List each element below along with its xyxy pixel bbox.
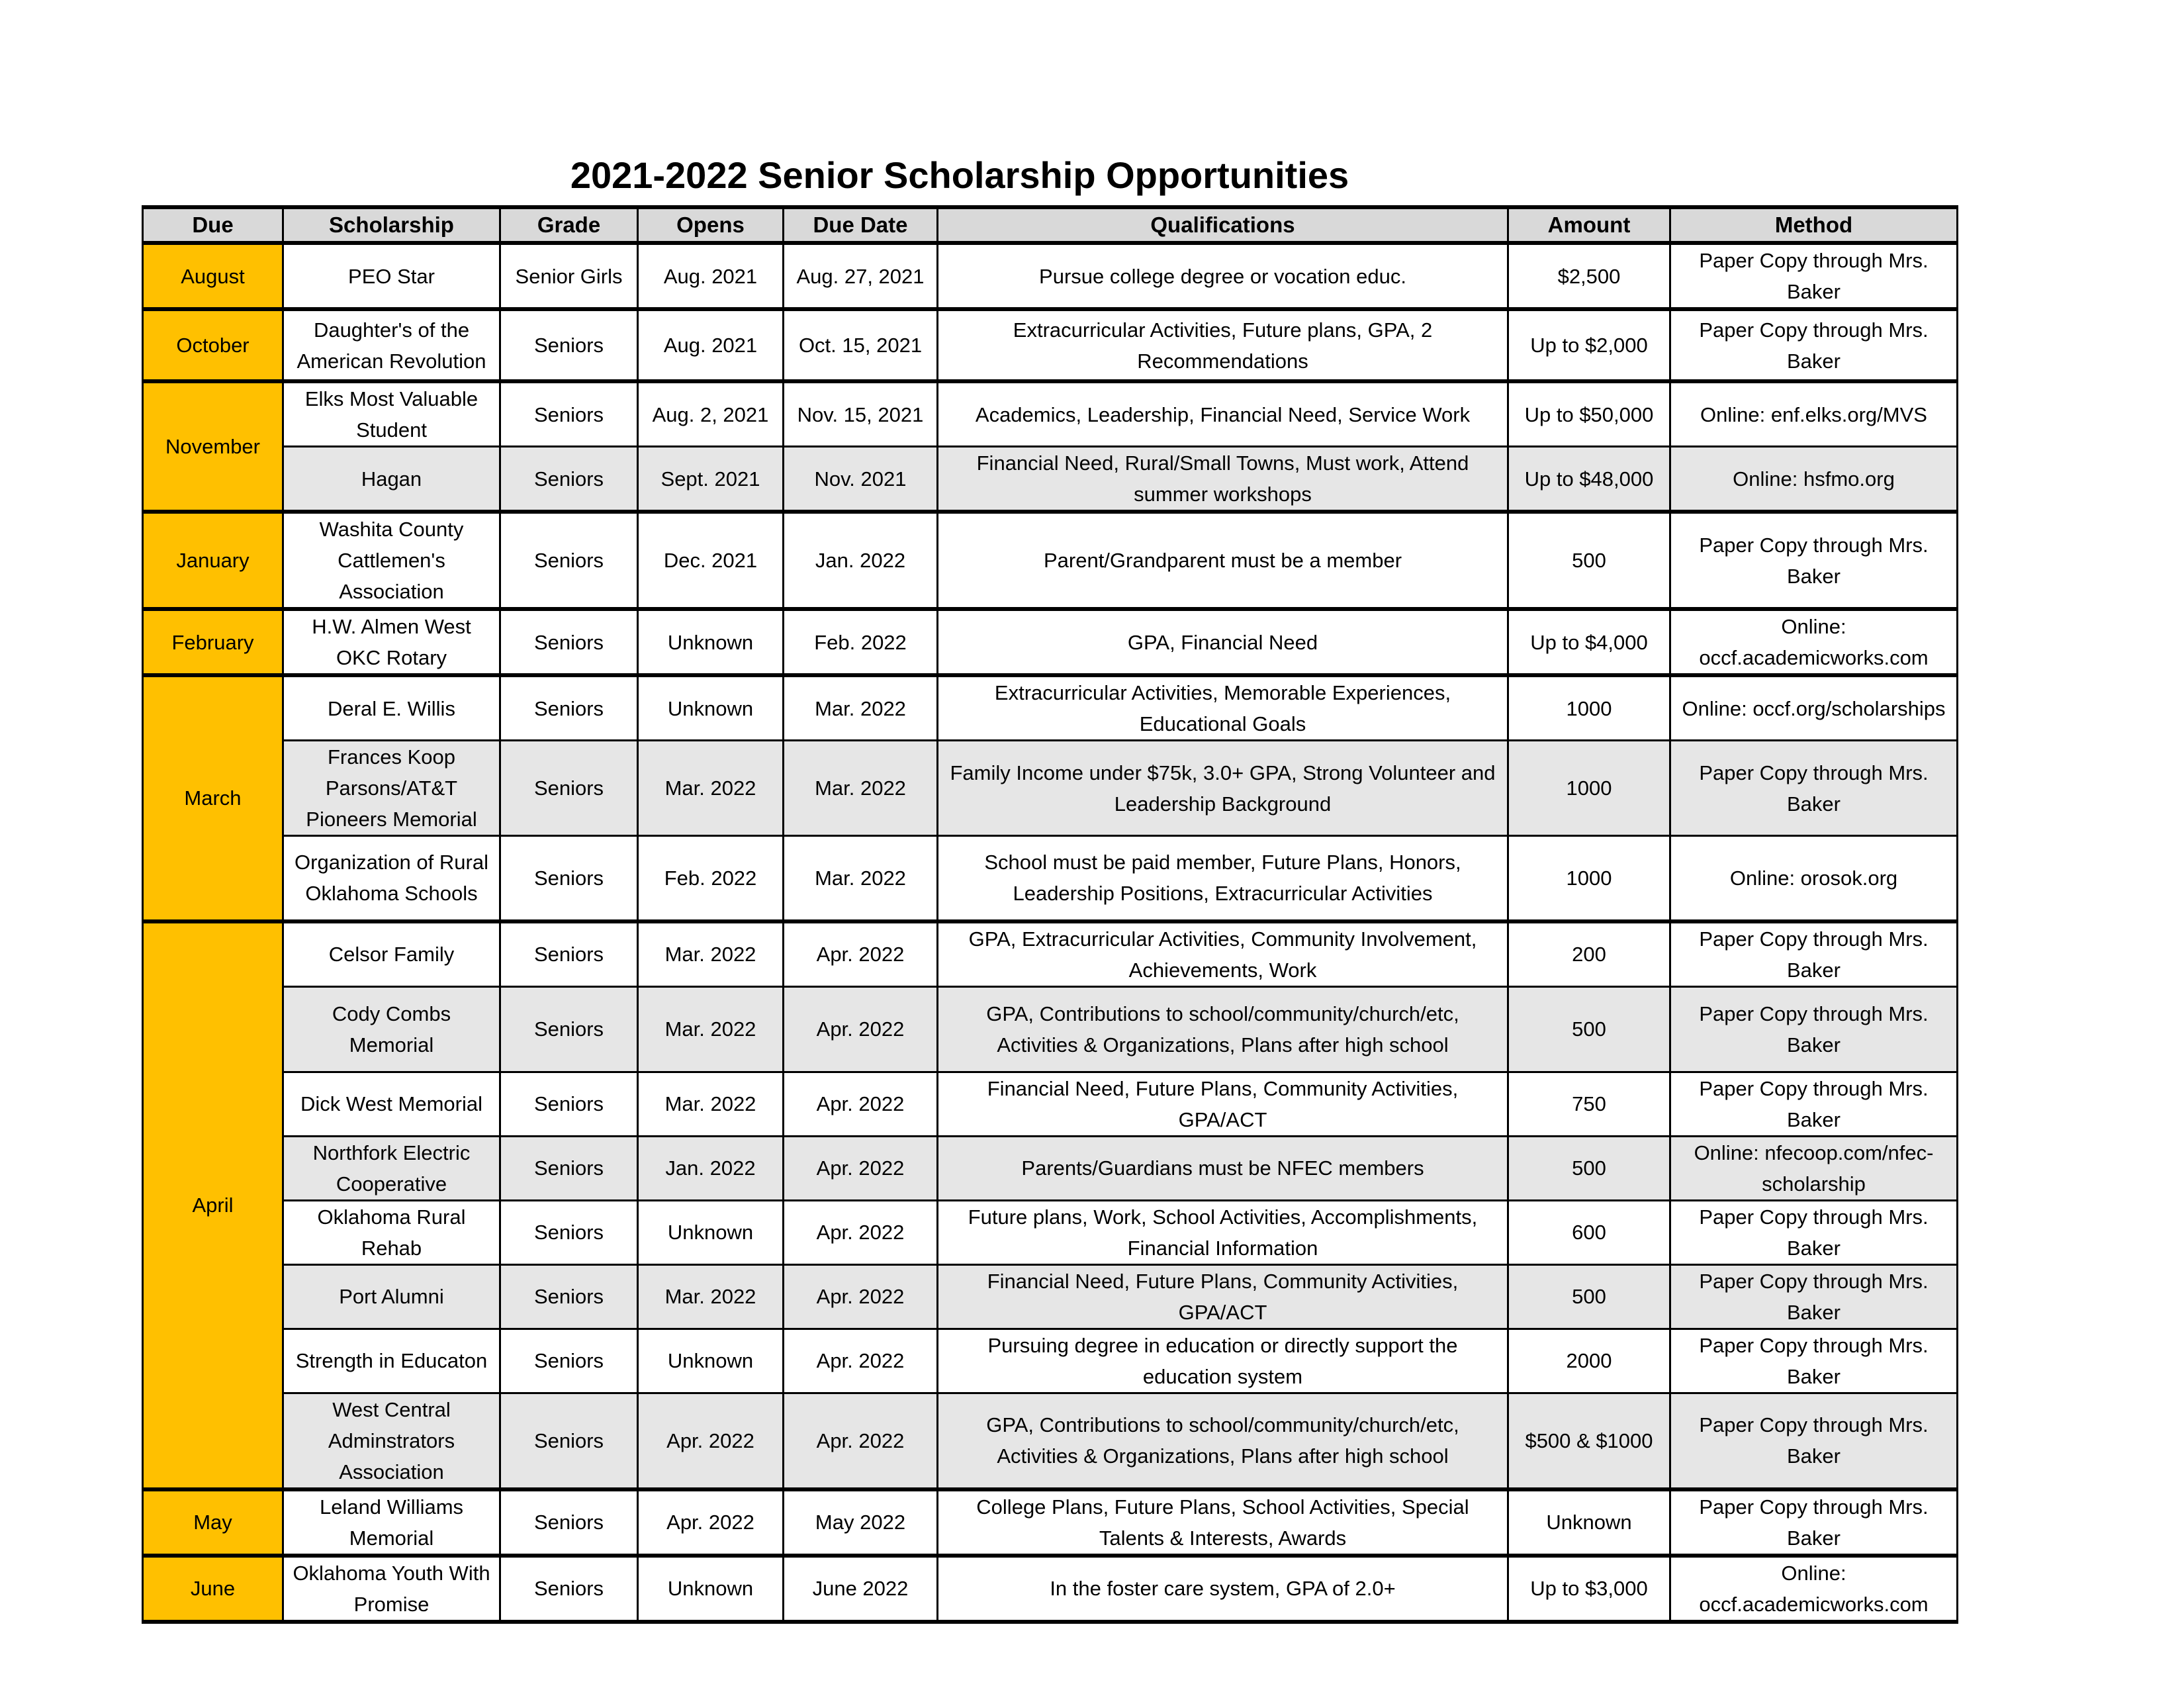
method-cell: Online: enf.elks.org/MVS (1670, 381, 1958, 447)
opens-cell: Feb. 2022 (638, 836, 784, 921)
grade-cell: Seniors (500, 1200, 638, 1264)
header-opens: Opens (638, 207, 784, 243)
method-cell: Online: hsfmo.org (1670, 447, 1958, 512)
month-cell: April (143, 921, 283, 1489)
table-row (143, 1489, 1958, 1556)
opens-cell: Apr. 2022 (638, 1489, 784, 1556)
amount-cell: Up to $48,000 (1508, 447, 1670, 512)
method-cell: Paper Copy through Mrs. Baker (1670, 986, 1958, 1072)
due-date-cell: Nov. 2021 (784, 447, 938, 512)
grade-cell: Seniors (500, 1264, 638, 1329)
method-cell: Paper Copy through Mrs. Baker (1670, 921, 1958, 987)
due-date-cell: Apr. 2022 (784, 921, 938, 987)
opens-cell: Dec. 2021 (638, 512, 784, 609)
table-row (143, 836, 1958, 921)
grade-cell: Seniors (500, 309, 638, 381)
method-cell: Paper Copy through Mrs. Baker (1670, 243, 1958, 309)
opens-cell: Aug. 2, 2021 (638, 381, 784, 447)
month-cell: March (143, 675, 283, 921)
due-date-cell: Apr. 2022 (784, 1329, 938, 1393)
method-cell: Paper Copy through Mrs. Baker (1670, 1200, 1958, 1264)
qualifications-cell: In the foster care system, GPA of 2.0+ (938, 1556, 1508, 1622)
grade-cell: Seniors (500, 1329, 638, 1393)
grade-cell: Seniors (500, 447, 638, 512)
grade-cell: Seniors (500, 921, 638, 987)
month-cell: January (143, 512, 283, 609)
scholarship-cell: Elks Most Valuable Student (283, 381, 500, 447)
method-cell: Paper Copy through Mrs. Baker (1670, 512, 1958, 609)
opens-cell: Apr. 2022 (638, 1393, 784, 1489)
month-cell: June (143, 1556, 283, 1622)
due-date-cell: Apr. 2022 (784, 1072, 938, 1136)
method-cell: Online: occf.academicworks.com (1670, 609, 1958, 675)
scholarship-cell: Dick West Memorial (283, 1072, 500, 1136)
opens-cell: Aug. 2021 (638, 309, 784, 381)
grade-cell: Seniors (500, 675, 638, 741)
due-date-cell: Mar. 2022 (784, 836, 938, 921)
scholarship-cell: Port Alumni (283, 1264, 500, 1329)
table-row (143, 1393, 1958, 1489)
scholarship-cell: Hagan (283, 447, 500, 512)
table-row (143, 986, 1958, 1072)
opens-cell: Mar. 2022 (638, 1264, 784, 1329)
scholarship-cell: Organization of Rural Oklahoma Schools (283, 836, 500, 921)
qualifications-cell: GPA, Extracurricular Activities, Community Involvement, Achievements, Work (938, 921, 1508, 987)
due-date-cell: Nov. 15, 2021 (784, 381, 938, 447)
amount-cell: Up to $50,000 (1508, 381, 1670, 447)
opens-cell: Unknown (638, 1556, 784, 1622)
due-date-cell: Apr. 2022 (784, 1200, 938, 1264)
amount-cell: 1000 (1508, 836, 1670, 921)
amount-cell: Up to $4,000 (1508, 609, 1670, 675)
amount-cell: 2000 (1508, 1329, 1670, 1393)
grade-cell: Seniors (500, 1556, 638, 1622)
due-date-cell: Aug. 27, 2021 (784, 243, 938, 309)
grade-cell: Seniors (500, 1393, 638, 1489)
scholarship-cell: Northfork Electric Cooperative (283, 1136, 500, 1200)
grade-cell: Seniors (500, 986, 638, 1072)
opens-cell: Unknown (638, 1329, 784, 1393)
amount-cell: 600 (1508, 1200, 1670, 1264)
opens-cell: Unknown (638, 609, 784, 675)
opens-cell: Jan. 2022 (638, 1136, 784, 1200)
due-date-cell: Feb. 2022 (784, 609, 938, 675)
scholarship-cell: Cody Combs Memorial (283, 986, 500, 1072)
amount-cell: 500 (1508, 1264, 1670, 1329)
due-date-cell: Oct. 15, 2021 (784, 309, 938, 381)
amount-cell: 200 (1508, 921, 1670, 987)
amount-cell: Up to $3,000 (1508, 1556, 1670, 1622)
scholarship-cell: H.W. Almen West OKC Rotary (283, 609, 500, 675)
header-due-date: Due Date (784, 207, 938, 243)
month-cell: May (143, 1489, 283, 1556)
grade-cell: Seniors (500, 741, 638, 836)
scholarship-cell: PEO Star (283, 243, 500, 309)
due-date-cell: Mar. 2022 (784, 741, 938, 836)
grade-cell: Seniors (500, 1136, 638, 1200)
opens-cell: Mar. 2022 (638, 741, 784, 836)
scholarship-cell: West Central Adminstrators Association (283, 1393, 500, 1489)
header-amount: Amount (1508, 207, 1670, 243)
opens-cell: Sept. 2021 (638, 447, 784, 512)
amount-cell: Up to $2,000 (1508, 309, 1670, 381)
scholarship-cell: Daughter's of the American Revolution (283, 309, 500, 381)
qualifications-cell: GPA, Contributions to school/community/church/etc, Activities & Organizations, Plans after high school (938, 1393, 1508, 1489)
header-qualifications: Qualifications (938, 207, 1508, 243)
method-cell: Paper Copy through Mrs. Baker (1670, 309, 1958, 381)
table-row (143, 1329, 1958, 1393)
due-date-cell: Apr. 2022 (784, 1136, 938, 1200)
qualifications-cell: Financial Need, Rural/Small Towns, Must work, Attend summer workshops (938, 447, 1508, 512)
scholarship-cell: Oklahoma Rural Rehab (283, 1200, 500, 1264)
amount-cell: Unknown (1508, 1489, 1670, 1556)
table-row (143, 381, 1958, 447)
table-row (143, 741, 1958, 836)
due-date-cell: Apr. 2022 (784, 1264, 938, 1329)
table-row (143, 512, 1958, 609)
due-date-cell: June 2022 (784, 1556, 938, 1622)
month-cell: August (143, 243, 283, 309)
month-cell: October (143, 309, 283, 381)
amount-cell: 750 (1508, 1072, 1670, 1136)
qualifications-cell: Parent/Grandparent must be a member (938, 512, 1508, 609)
qualifications-cell: Academics, Leadership, Financial Need, Service Work (938, 381, 1508, 447)
grade-cell: Seniors (500, 1072, 638, 1136)
qualifications-cell: GPA, Contributions to school/community/church/etc, Activities & Organizations, Plans after high school (938, 986, 1508, 1072)
grade-cell: Seniors (500, 609, 638, 675)
scholarship-cell: Washita County Cattlemen's Association (283, 512, 500, 609)
qualifications-cell: Pursuing degree in education or directly support the education system (938, 1329, 1508, 1393)
table-row (143, 1556, 1958, 1622)
qualifications-cell: GPA, Financial Need (938, 609, 1508, 675)
table-row (143, 447, 1958, 512)
method-cell: Online: nfecoop.com/nfec-scholarship (1670, 1136, 1958, 1200)
grade-cell: Seniors (500, 512, 638, 609)
month-cell: February (143, 609, 283, 675)
header-scholarship: Scholarship (283, 207, 500, 243)
scholarship-cell: Deral E. Willis (283, 675, 500, 741)
due-date-cell: Jan. 2022 (784, 512, 938, 609)
table-row (143, 1136, 1958, 1200)
amount-cell: 1000 (1508, 675, 1670, 741)
month-cell: November (143, 381, 283, 512)
amount-cell: $2,500 (1508, 243, 1670, 309)
opens-cell: Unknown (638, 675, 784, 741)
amount-cell: 1000 (1508, 741, 1670, 836)
amount-cell: $500 & $1000 (1508, 1393, 1670, 1489)
due-date-cell: Apr. 2022 (784, 1393, 938, 1489)
grade-cell: Seniors (500, 836, 638, 921)
scholarship-cell: Celsor Family (283, 921, 500, 987)
due-date-cell: Apr. 2022 (784, 986, 938, 1072)
scholarship-table (142, 205, 1958, 1624)
opens-cell: Aug. 2021 (638, 243, 784, 309)
opens-cell: Unknown (638, 1200, 784, 1264)
method-cell: Paper Copy through Mrs. Baker (1670, 1393, 1958, 1489)
qualifications-cell: Financial Need, Future Plans, Community Activities, GPA/ACT (938, 1072, 1508, 1136)
scholarship-cell: Leland Williams Memorial (283, 1489, 500, 1556)
method-cell: Paper Copy through Mrs. Baker (1670, 741, 1958, 836)
qualifications-cell: Family Income under $75k, 3.0+ GPA, Strong Volunteer and Leadership Background (938, 741, 1508, 836)
qualifications-cell: Extracurricular Activities, Future plans, GPA, 2 Recommendations (938, 309, 1508, 381)
qualifications-cell: Future plans, Work, School Activities, Accomplishments, Financial Information (938, 1200, 1508, 1264)
method-cell: Online: occf.academicworks.com (1670, 1556, 1958, 1622)
qualifications-cell: College Plans, Future Plans, School Activities, Special Talents & Interests, Awards (938, 1489, 1508, 1556)
scholarship-cell: Strength in Educaton (283, 1329, 500, 1393)
table-row (143, 1072, 1958, 1136)
method-cell: Paper Copy through Mrs. Baker (1670, 1072, 1958, 1136)
grade-cell: Seniors (500, 381, 638, 447)
header-due: Due (143, 207, 283, 243)
page-title: 2021-2022 Senior Scholarship Opportunities (570, 154, 1349, 196)
amount-cell: 500 (1508, 1136, 1670, 1200)
header-row (143, 207, 1958, 243)
opens-cell: Mar. 2022 (638, 986, 784, 1072)
amount-cell: 500 (1508, 986, 1670, 1072)
grade-cell: Senior Girls (500, 243, 638, 309)
table-row (143, 309, 1958, 381)
qualifications-cell: Pursue college degree or vocation educ. (938, 243, 1508, 309)
method-cell: Paper Copy through Mrs. Baker (1670, 1329, 1958, 1393)
scholarship-cell: Oklahoma Youth With Promise (283, 1556, 500, 1622)
method-cell: Online: orosok.org (1670, 836, 1958, 921)
method-cell: Online: occf.org/scholarships (1670, 675, 1958, 741)
table-row (143, 243, 1958, 309)
scholarship-cell: Frances Koop Parsons/AT&T Pioneers Memorial (283, 741, 500, 836)
method-cell: Paper Copy through Mrs. Baker (1670, 1489, 1958, 1556)
opens-cell: Mar. 2022 (638, 921, 784, 987)
header-grade: Grade (500, 207, 638, 243)
table-row (143, 675, 1958, 741)
qualifications-cell: Parents/Guardians must be NFEC members (938, 1136, 1508, 1200)
table-row (143, 609, 1958, 675)
opens-cell: Mar. 2022 (638, 1072, 784, 1136)
grade-cell: Seniors (500, 1489, 638, 1556)
qualifications-cell: School must be paid member, Future Plans, Honors, Leadership Positions, Extracurricular Activities (938, 836, 1508, 921)
header-method: Method (1670, 207, 1958, 243)
due-date-cell: Mar. 2022 (784, 675, 938, 741)
due-date-cell: May 2022 (784, 1489, 938, 1556)
table-row (143, 921, 1958, 987)
qualifications-cell: Extracurricular Activities, Memorable Experiences, Educational Goals (938, 675, 1508, 741)
table-row (143, 1200, 1958, 1264)
qualifications-cell: Financial Need, Future Plans, Community Activities, GPA/ACT (938, 1264, 1508, 1329)
amount-cell: 500 (1508, 512, 1670, 609)
table-row (143, 1264, 1958, 1329)
method-cell: Paper Copy through Mrs. Baker (1670, 1264, 1958, 1329)
